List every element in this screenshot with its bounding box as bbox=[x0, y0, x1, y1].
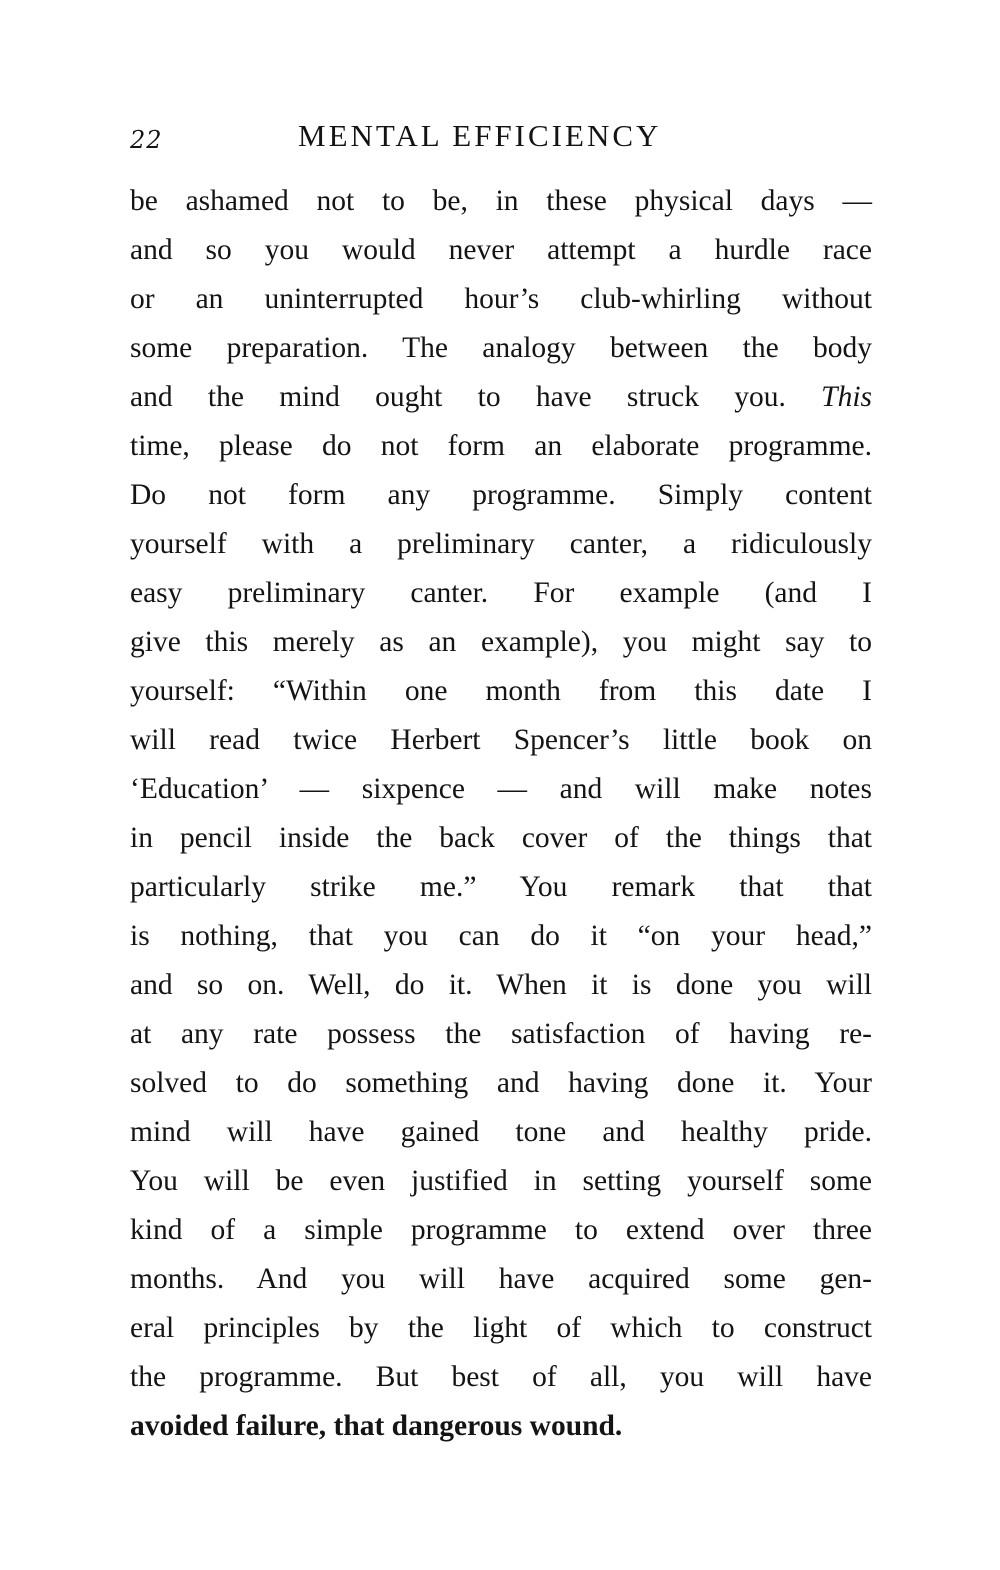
text-line: in pencil inside the back cover of the things that bbox=[130, 822, 872, 854]
text-line: ‘Education’ — sixpence — and will make notes bbox=[130, 773, 872, 805]
text-line: You will be even justified in setting yourself some bbox=[130, 1165, 872, 1197]
text-line: at any rate possess the satisfaction of having re- bbox=[130, 1018, 872, 1050]
text-line: easy preliminary canter. For example (and I bbox=[130, 577, 872, 609]
text-line-final: avoided failure, that dangerous wound. bbox=[130, 1410, 623, 1442]
text-line: the programme. But best of all, you will have bbox=[130, 1361, 872, 1393]
running-title: MENTAL EFFICIENCY bbox=[298, 118, 662, 153]
text-line: months. And you will have acquired some gen- bbox=[130, 1263, 872, 1295]
emphasized-word: This bbox=[821, 381, 873, 413]
text-line: particularly strike me.” You remark that that bbox=[130, 871, 872, 903]
running-head bbox=[130, 118, 872, 158]
text-line: some preparation. The analogy between the body bbox=[130, 332, 872, 364]
text-line: yourself with a preliminary canter, a ridiculously bbox=[130, 528, 872, 560]
text-line: kind of a simple programme to extend over three bbox=[130, 1214, 872, 1246]
text-line: mind will have gained tone and healthy pride. bbox=[130, 1116, 872, 1148]
text-line: will read twice Herbert Spencer’s little book on bbox=[130, 724, 872, 756]
text-line-segment: and the mind ought to have struck you. bbox=[130, 381, 786, 413]
text-line: yourself: “Within one month from this date I bbox=[130, 675, 872, 707]
text-line: or an uninterrupted hour’s club-whirling without bbox=[130, 283, 872, 315]
page-number: 22 bbox=[130, 126, 163, 154]
text-line: give this merely as an example), you might say to bbox=[130, 626, 872, 658]
text-line: is nothing, that you can do it “on your head,” bbox=[130, 920, 872, 952]
text-line: Do not form any programme. Simply content bbox=[130, 479, 872, 511]
text-line: eral principles by the light of which to construct bbox=[130, 1312, 872, 1344]
text-line: solved to do something and having done it. Your bbox=[130, 1067, 872, 1099]
text-line: and so on. Well, do it. When it is done you will bbox=[130, 969, 872, 1001]
text-line bbox=[130, 373, 872, 422]
text-line: time, please do not form an elaborate programme. bbox=[130, 430, 872, 462]
body-text bbox=[130, 177, 872, 1451]
text-line: and so you would never attempt a hurdle race bbox=[130, 234, 872, 266]
text-line: be ashamed not to be, in these physical days — bbox=[130, 185, 872, 217]
